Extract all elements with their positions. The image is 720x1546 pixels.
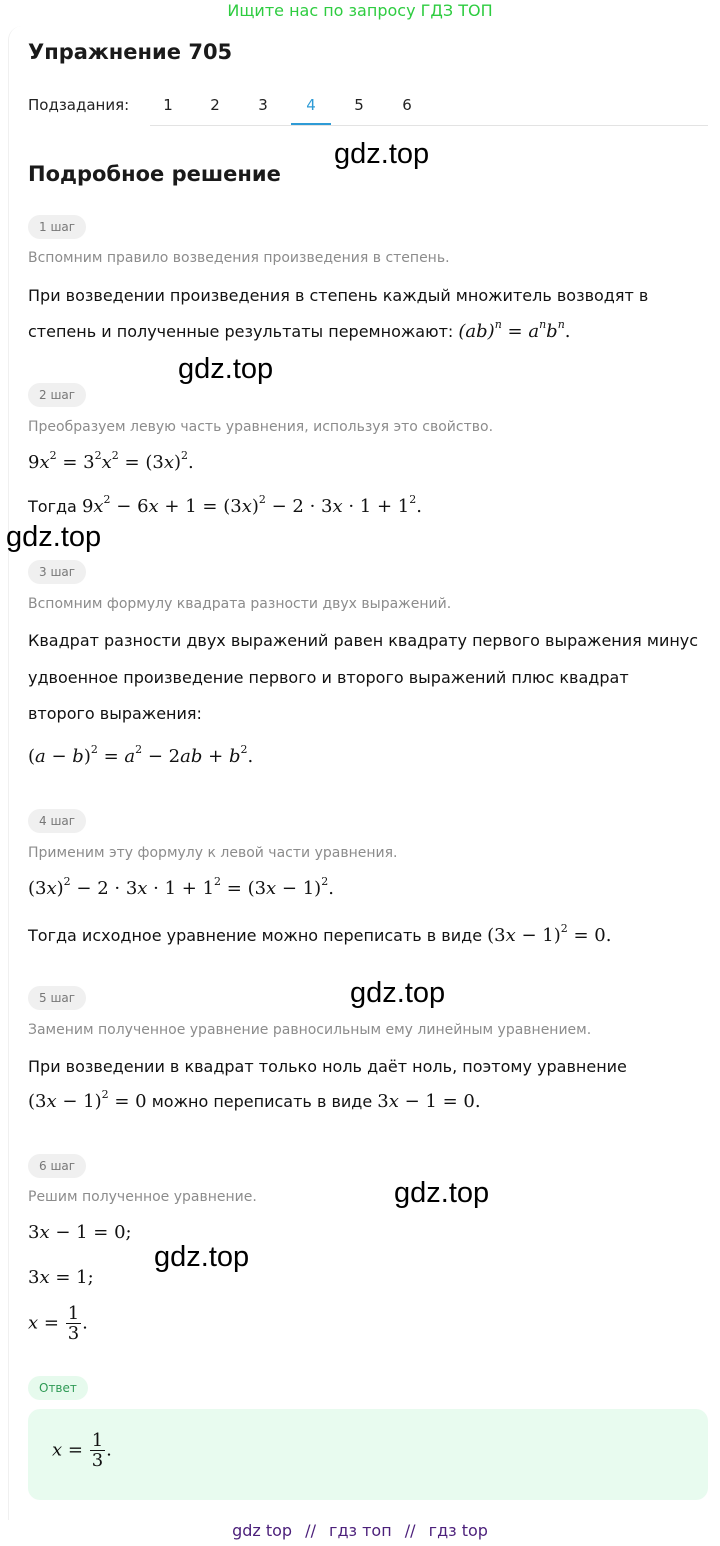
watermark: gdz.top [178,353,274,385]
watermark: gdz.top [154,1241,250,1273]
footer-link-gdz-top[interactable]: gdz top [232,1521,293,1540]
watermark: gdz.top [350,977,446,1009]
step-badge: 5 шаг [28,986,86,1010]
tab-subtask-5[interactable]: 5 [354,96,364,114]
formula-rewritten: $(3x - 1)^2 = 0$. [487,922,612,946]
step-text-row [28,318,571,342]
step-text: Квадрат разности двух выражений равен квадрату первого выражения минус [28,631,699,650]
tab-subtask-4[interactable]: 4 [306,96,316,114]
formula-solve-3: x = $\frac{1}{3}$ . [28,1303,88,1344]
step-text-row [28,493,422,517]
step-hint: Вспомним правило возведения произведения в степень. [28,250,450,266]
footer-separator: // [404,1521,416,1540]
step-text: удвоенное произведение первого и второго выражений плюс квадрат [28,668,629,687]
watermark: gdz.top [394,1177,490,1209]
footer-links [0,1521,720,1540]
formula-expansion: $9x^2 - 6x + 1 = (3x)^2 - 2 \cdot 3x \cdot 1 + 1^2$. [81,493,422,517]
step-text: степень и полученные результаты перемножают: [28,322,454,341]
step-text-row [28,922,612,946]
solution-heading: Подробное решение [28,162,281,186]
top-banner[interactable]: Ищите нас по запросу ГДЗ ТОП [227,1,493,20]
subtasks-label: Подзадания: [28,96,130,114]
step-hint: Применим эту формулу к левой части уравнения. [28,845,398,861]
step-badge: 1 шаг [28,215,86,239]
answer-badge: Ответ [28,1376,88,1400]
formula-linear: 3x − 1 = 0. [377,1091,481,1112]
tab-subtask-2[interactable]: 2 [210,96,220,114]
step-hint: Решим полученное уравнение. [28,1189,257,1205]
formula-apply: $(3x)^2 - 2 \cdot 3x \cdot 1 + 1^2 = (3x - 1)^2$. [28,875,334,899]
formula-squared-zero: $(3x - 1)^2 = 0$ [28,1088,147,1112]
step-hint: Вспомним формулу квадрата разности двух выражений. [28,596,452,612]
step-text: второго выражения: [28,704,202,723]
step-badge: 2 шаг [28,383,86,407]
formula-9x2: $9x^2 = 3^2x^2 = (3x)^2$. [28,449,194,473]
step-text: При возведении в квадрат только ноль даёт ноль, поэтому уравнение [28,1057,627,1076]
footer-link-gdz-top-ru[interactable]: гдз топ [329,1521,392,1540]
watermark: gdz.top [6,521,102,553]
step-badge: 4 шаг [28,809,86,833]
step-text-row [28,1088,481,1112]
answer-formula: x = $\frac{1}{3}$ . [52,1430,112,1471]
formula-power-product: $(ab)^n = a^nb^n$. [458,318,571,342]
footer-separator: // [305,1521,316,1540]
formula-square-difference: $(a - b)^2 = a^2 - 2ab + b^2$. [28,743,254,767]
step-badge: 6 шаг [28,1154,86,1178]
step-text: Тогда исходное уравнение можно переписать в виде [28,926,483,945]
formula-solve-1: 3x − 1 = 0; [28,1222,132,1243]
step-text: При возведении произведения в степень каждый множитель возводят в [28,286,649,305]
step-badge: 3 шаг [28,560,86,584]
step-text: можно переписать в виде [151,1092,373,1111]
tab-subtask-3[interactable]: 3 [258,96,268,114]
formula-solve-2: 3x = 1; [28,1267,94,1288]
step-hint: Преобразуем левую часть уравнения, используя это свойство. [28,419,494,435]
watermark: gdz.top [334,138,430,170]
tabs-divider [150,125,708,126]
answer-box [28,1409,708,1500]
exercise-title: Упражнение 705 [28,40,233,64]
tab-subtask-6[interactable]: 6 [402,96,412,114]
step-text: Тогда [28,497,77,516]
tab-subtask-1[interactable]: 1 [163,96,173,114]
footer-link-gdz-top-mixed[interactable]: гдз top [428,1521,488,1540]
step-hint: Заменим полученное уравнение равносильным ему линейным уравнением. [28,1022,592,1038]
active-tab-indicator [291,123,331,125]
